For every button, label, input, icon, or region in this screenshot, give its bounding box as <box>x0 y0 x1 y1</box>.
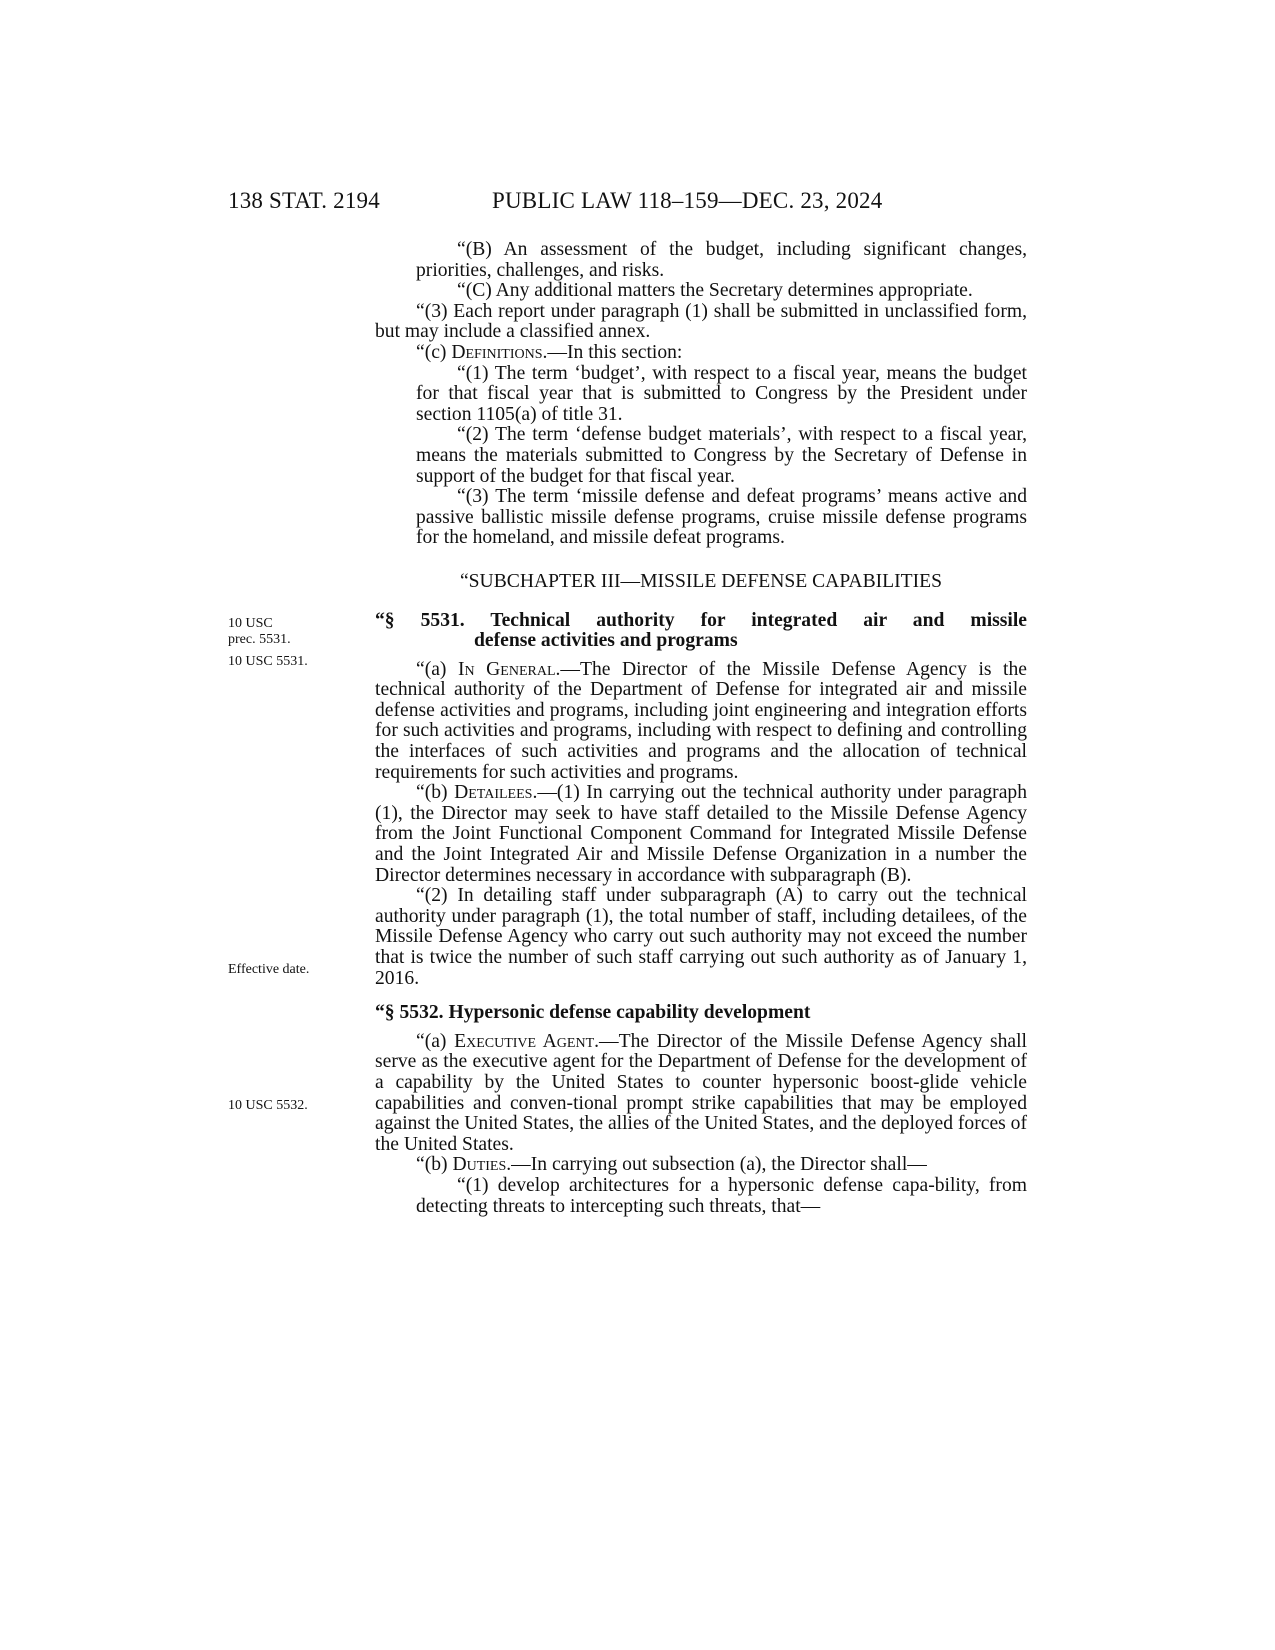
subsection-b-detailees <box>375 783 1027 886</box>
duty-1: “(1) develop architectures for a hypersonic defense capa-bility, from detecting threats to intercepting such threats, that— <box>416 1174 1027 1217</box>
a-rest: .—The Director of the Missile Defense Agency is the technical authority of the Department of Defense for integrated air and missile defense activities and programs, including joint engineering and integration efforts for such activities and programs, including with respect to defining and controlling the interfaces of such activities and programs and the allocation of technical requirements for such activities and programs. <box>375 658 1027 783</box>
margin-note-5531: 10 USC 5531. <box>228 654 308 669</box>
page-body <box>375 240 1027 1217</box>
ea-rest: .—The Director of the Missile Defense Agency shall serve as the executive agent for the Department of Defense for the development of a capability by the United States to counter hypersonic boost-glide vehicle capabilities and conven-tional prompt strike capabilities that may be employed against the United States, the allies of the United States, and the deployed forces of the United States. <box>375 1030 1027 1155</box>
def-lead: “(c) <box>416 341 452 363</box>
page-stat-citation: 138 STAT. 2194 <box>228 188 380 213</box>
subchapter-heading: “SUBCHAPTER III—MISSILE DEFENSE CAPABILITIES <box>459 570 943 592</box>
ea-lead: “(a) <box>416 1030 455 1052</box>
paragraph-b: “(B) An assessment of the budget, including significant changes, priorities, challenges, and risks. <box>416 239 1027 281</box>
du-head: Duties <box>452 1154 507 1176</box>
margin-note-line: prec. 5531. <box>228 632 291 647</box>
section-5531-heading <box>375 611 1027 652</box>
subsection-b-duties <box>375 1155 1027 1176</box>
margin-note-subchapter <box>228 616 291 648</box>
du-rest: .—In carrying out subsection (a), the Director shall— <box>506 1154 927 1176</box>
b-rest: .—(1) In carrying out the technical authority under paragraph (1), the Director may seek to have staff detailed to the Missile Defense Agency from the Joint Functional Component Command for Integrated Missile Defense and the Joint Integrated Air and Missile Defense Organization in a number the Director determines necessary in accordance with subparagraph (B). <box>375 782 1027 886</box>
margin-note-line: 10 USC <box>228 616 273 631</box>
def-rest: .—In this section: <box>542 341 683 363</box>
du-lead: “(b) <box>416 1154 453 1176</box>
section-5531-title-1: Technical authority for integrated air and missile <box>490 609 1028 631</box>
subsection-a-in-general <box>375 660 1027 784</box>
running-header: PUBLIC LAW 118–159—DEC. 23, 2024 <box>492 188 883 213</box>
paragraph-c: “(C) Any additional matters the Secretary determines appropriate. <box>457 280 973 302</box>
b-head: Detailees <box>454 782 533 804</box>
a-head: In General <box>457 658 556 680</box>
ea-head: Executive Agent <box>454 1030 595 1052</box>
def-head: Definitions <box>451 341 543 363</box>
definition-3: “(3) The term ‘missile defense and defeat programs’ means active and passive ballistic missile defense programs, cruise missile defense programs for the homeland, and missile defeat programs. <box>416 486 1027 549</box>
margin-note-5532: 10 USC 5532. <box>228 1098 308 1113</box>
section-5531-title-2: defense activities and programs <box>474 630 738 652</box>
subsection-a-executive-agent <box>375 1032 1027 1156</box>
definition-1: “(1) The term ‘budget’, with respect to a fiscal year, means the budget for that fiscal year that is submitted to Congress by the President under section 1105(a) of title 31. <box>416 362 1027 425</box>
paragraph-3: “(3) Each report under paragraph (1) shall be submitted in unclassified form, but may include a classified annex. <box>375 300 1027 343</box>
section-5531-line1 <box>375 611 1027 632</box>
b-lead: “(b) <box>416 782 455 804</box>
definition-2: “(2) The term ‘defense budget materials’, with respect to a fiscal year, means the materials submitted to Congress by the Secretary of Defense in support of the budget for that fiscal year. <box>416 424 1027 487</box>
section-5531-number: “§ 5531. <box>375 609 465 631</box>
margin-note-effective-date: Effective date. <box>228 962 310 977</box>
definitions-heading <box>375 343 1027 364</box>
section-5532-heading: “§ 5532. Hypersonic defense capability development <box>375 1002 811 1024</box>
a-lead: “(a) <box>416 658 458 680</box>
subsection-b-2: “(2) In detailing staff under subparagraph (A) to carry out the technical authority under paragraph (1), the total number of staff, including detailees, of the Missile Defense Agency who carry out such authority may not exceed the number that is twice the number of such staff carrying out such authority as of January 1, 2016. <box>375 885 1027 989</box>
